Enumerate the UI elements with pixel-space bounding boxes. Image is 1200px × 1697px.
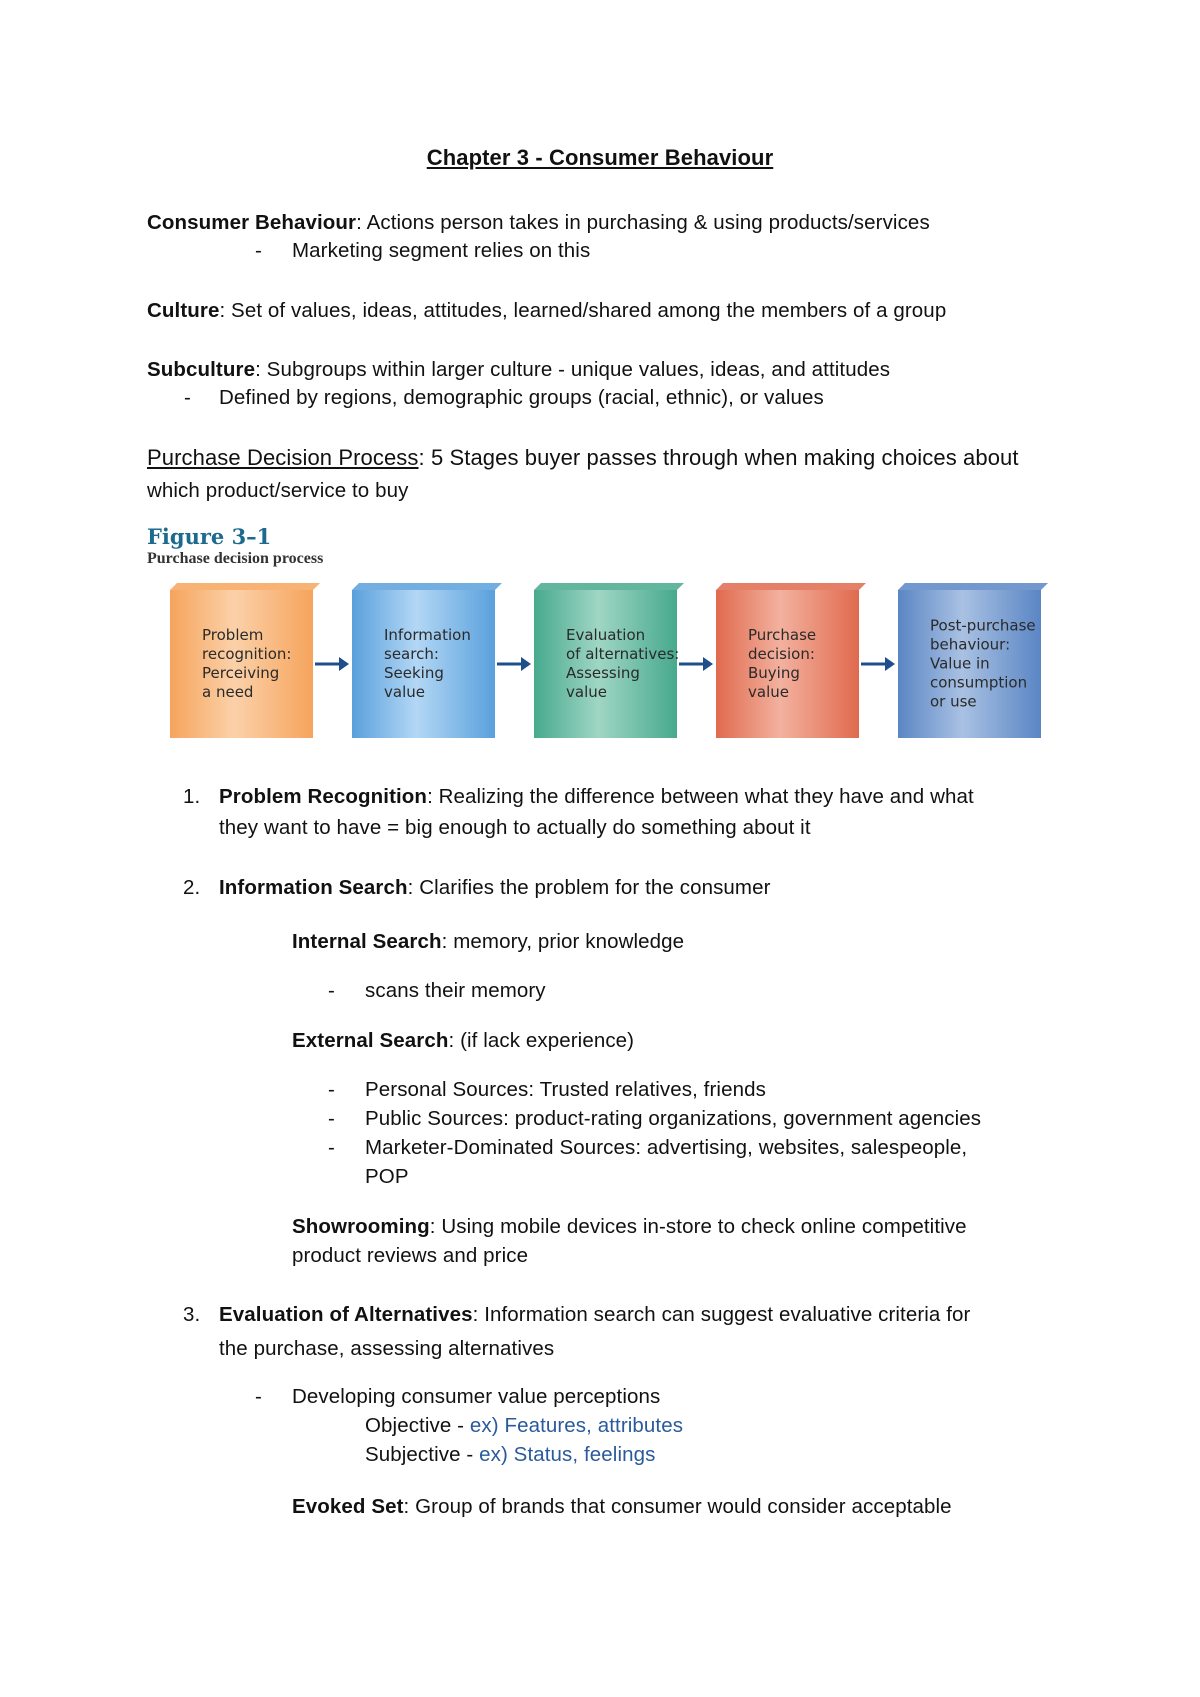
stage-label: search: <box>384 645 439 663</box>
stage-label: Purchase <box>748 626 817 644</box>
stage-label: Value in <box>930 654 990 673</box>
bullet-text: Marketer-Dominated Sources: advertising, websites, salespeople, <box>365 1136 968 1159</box>
definition: : Set of values, ideas, attitudes, learned/shared among the members of a group <box>219 299 947 322</box>
stage-label: Seeking <box>384 664 444 682</box>
definition: : memory, prior knowledge <box>441 930 685 953</box>
definition: : Realizing the difference between what they have and what <box>427 785 974 808</box>
flow-arrowhead <box>885 657 895 671</box>
bullet-dash: - <box>328 979 335 1002</box>
stage-label: of alternatives: <box>566 645 680 663</box>
information-search-definition <box>219 878 771 899</box>
label: Objective - <box>365 1414 470 1437</box>
bullet-text: Personal Sources: Trusted relatives, friends <box>365 1078 766 1101</box>
term: Evoked Set <box>292 1495 404 1518</box>
stage-label: or use <box>930 692 977 711</box>
objective-line <box>365 1416 683 1437</box>
subculture-definition <box>147 360 890 381</box>
term: External Search <box>292 1029 449 1052</box>
internal-search-definition <box>292 932 684 953</box>
step-number: 1. <box>183 785 201 808</box>
stage-box-bevel <box>170 583 320 590</box>
definition: : Subgroups within larger culture - unique values, ideas, and attitudes <box>255 358 891 381</box>
stage-label: Post-purchase <box>930 616 1036 635</box>
term: Problem Recognition <box>219 785 428 808</box>
stage-label: Information <box>384 626 471 644</box>
evoked-set-definition <box>292 1497 952 1518</box>
stage-label: Problem <box>202 626 264 644</box>
stage-label: Perceiving <box>202 664 280 682</box>
stage-box-bevel <box>716 583 866 590</box>
stage-label: value <box>566 683 607 701</box>
stage-label: behaviour: <box>930 635 1011 654</box>
example: ex) Features, attributes <box>469 1414 684 1437</box>
consumer-behaviour-definition <box>147 213 930 234</box>
purchase-decision-flow-diagram <box>170 583 1080 745</box>
subjective-line <box>365 1445 655 1466</box>
bullet-text: Developing consumer value perceptions <box>292 1385 661 1408</box>
external-search-definition <box>292 1031 634 1052</box>
bullet-dash: - <box>184 386 191 409</box>
stage-label: Evaluation <box>566 626 646 644</box>
bullet-text-cont: POP <box>365 1165 409 1188</box>
page-title: Chapter 3 - Consumer Behaviour <box>426 145 774 170</box>
stage-label: value <box>748 683 789 701</box>
label: Subjective - <box>365 1443 480 1466</box>
term: Evaluation of Alternatives <box>219 1303 473 1326</box>
stage-box-bevel <box>534 583 684 590</box>
purchase-process-definition <box>147 447 1019 469</box>
figure-subtitle: Purchase decision process <box>147 550 324 567</box>
bullet-dash: - <box>255 1385 262 1408</box>
definition: : Actions person takes in purchasing & using products/services <box>356 211 930 234</box>
bullet-text: Defined by regions, demographic groups (racial, ethnic), or values <box>219 386 824 409</box>
term: Internal Search <box>292 930 442 953</box>
definition: : 5 Stages buyer passes through when making choices about <box>418 445 1019 470</box>
bullet-text: scans their memory <box>365 979 546 1002</box>
definition: : Using mobile devices in-store to check online competitive <box>429 1215 967 1238</box>
bullet-dash: - <box>328 1107 335 1130</box>
term: Culture <box>147 299 220 322</box>
stage-label: Assessing <box>566 664 640 682</box>
stage-label: value <box>384 683 425 701</box>
term: Consumer Behaviour <box>147 211 357 234</box>
bullet-dash: - <box>255 239 262 262</box>
evaluation-of-alternatives-definition-cont: the purchase, assessing alternatives <box>219 1337 555 1360</box>
showrooming-definition <box>292 1217 967 1238</box>
definition: : Group of brands that consumer would consider acceptable <box>403 1495 952 1518</box>
showrooming-definition-cont: product reviews and price <box>292 1244 529 1267</box>
stage-label: Buying <box>748 664 800 682</box>
problem-recognition-definition-cont: they want to have = big enough to actually do something about it <box>219 816 811 839</box>
term: Showrooming <box>292 1215 430 1238</box>
flow-arrowhead <box>339 657 349 671</box>
step-number: 2. <box>183 876 201 899</box>
definition: : Information search can suggest evaluative criteria for <box>472 1303 971 1326</box>
bullet-text: Public Sources: product-rating organizations, government agencies <box>365 1107 982 1130</box>
term: Subculture <box>147 358 256 381</box>
stage-label: decision: <box>748 645 815 663</box>
example: ex) Status, feelings <box>479 1443 656 1466</box>
definition: : Clarifies the problem for the consumer <box>407 876 771 899</box>
culture-definition <box>147 301 946 322</box>
stage-label: recognition: <box>202 645 292 663</box>
stage-label: a need <box>202 683 254 701</box>
term: Purchase Decision Process <box>147 445 419 470</box>
figure-title: Figure 3–1 <box>147 524 272 549</box>
stage-box-bevel <box>898 583 1048 590</box>
term: Information Search <box>219 876 408 899</box>
definition: : (if lack experience) <box>448 1029 635 1052</box>
flow-arrowhead <box>703 657 713 671</box>
step-number: 3. <box>183 1303 201 1326</box>
bullet-dash: - <box>328 1078 335 1101</box>
purchase-process-definition-cont: which product/service to buy <box>147 479 409 502</box>
stage-box-bevel <box>352 583 502 590</box>
evaluation-of-alternatives-definition <box>219 1305 970 1326</box>
bullet-dash: - <box>328 1136 335 1159</box>
stage-label: consumption <box>930 673 1028 692</box>
bullet-text: Marketing segment relies on this <box>292 239 591 262</box>
flow-arrowhead <box>521 657 531 671</box>
problem-recognition-definition <box>219 787 974 808</box>
